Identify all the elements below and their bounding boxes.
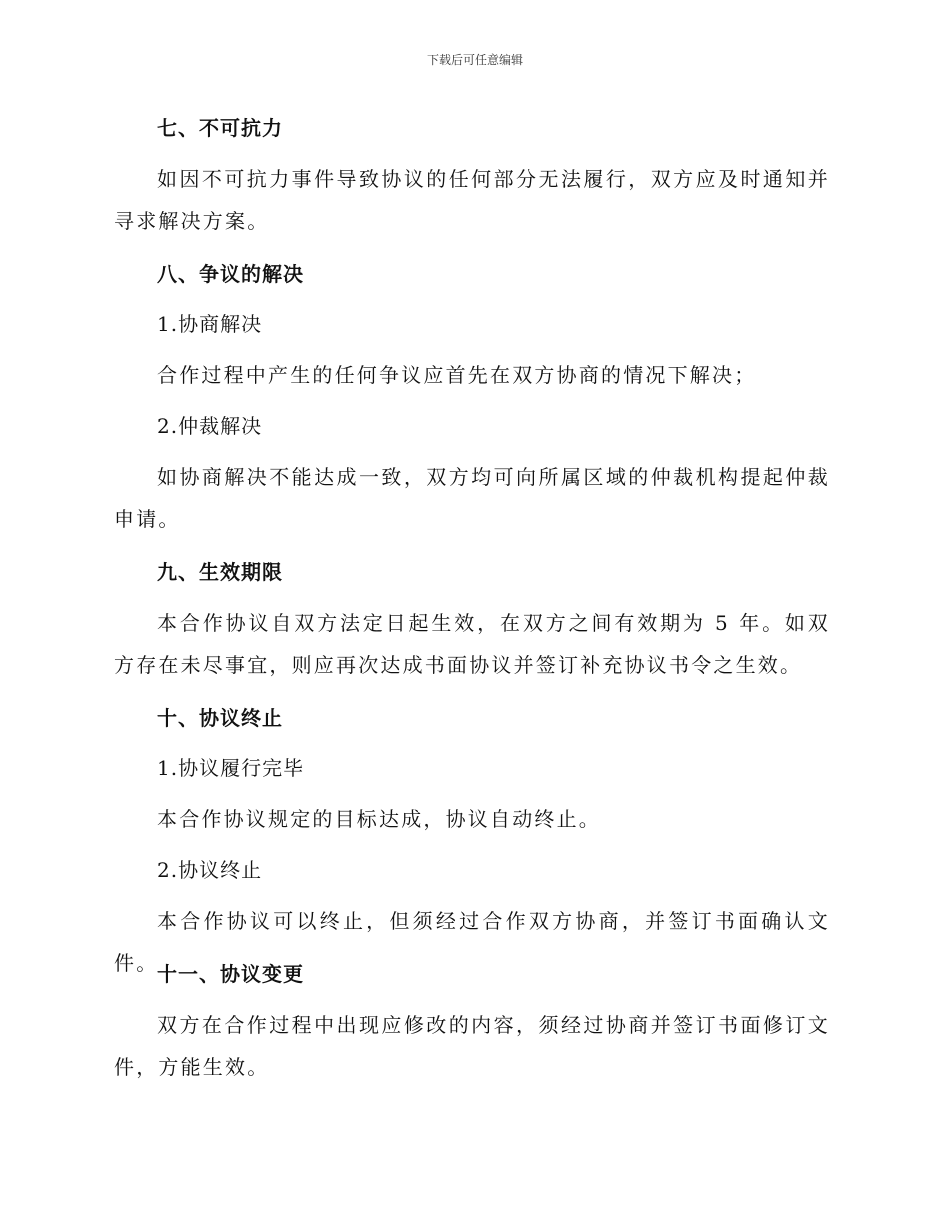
paragraph-fulfillment: 本合作协议规定的目标达成，协议自动终止。	[157, 807, 601, 831]
paragraph-amendment: 双方在合作过程中出现应修改的内容，须经过协商并签订书面修订文件，方能生效。	[114, 1013, 830, 1079]
subheading-fulfillment: 1.协议履行完毕	[157, 756, 305, 780]
section-heading-termination: 十、协议终止	[157, 706, 283, 730]
page-header: 下载后可任意编辑	[426, 53, 523, 67]
subheading-negotiation: 1.协商解决	[157, 312, 263, 336]
paragraph-negotiation: 合作过程中产生的任何争议应首先在双方协商的情况下解决；	[157, 363, 757, 387]
paragraph-arbitration: 如协商解决不能达成一致，双方均可向所属区域的仲裁机构提起仲裁申请。	[114, 465, 830, 531]
section-heading-dispute-resolution: 八、争议的解决	[157, 262, 304, 286]
section-heading-force-majeure: 七、不可抗力	[157, 116, 283, 140]
section-heading-amendment: 十一、协议变更	[157, 962, 304, 986]
document-body	[114, 108, 830, 1088]
subheading-termination: 2.协议终止	[157, 858, 263, 882]
section-heading-effective-period: 九、生效期限	[157, 560, 283, 584]
paragraph-effective-period: 本合作协议自双方法定日起生效，在双方之间有效期为 5 年。如双方存在未尽事宜，则应再次达成书面协议并签订补充协议书令之生效。	[114, 611, 830, 677]
paragraph-termination: 本合作协议可以终止，但须经过合作双方协商，并签订书面确认文件。	[114, 909, 830, 975]
paragraph-force-majeure: 如因不可抗力事件导致协议的任何部分无法履行，双方应及时通知并寻求解决方案。	[114, 167, 830, 233]
subheading-arbitration: 2.仲裁解决	[157, 414, 263, 438]
